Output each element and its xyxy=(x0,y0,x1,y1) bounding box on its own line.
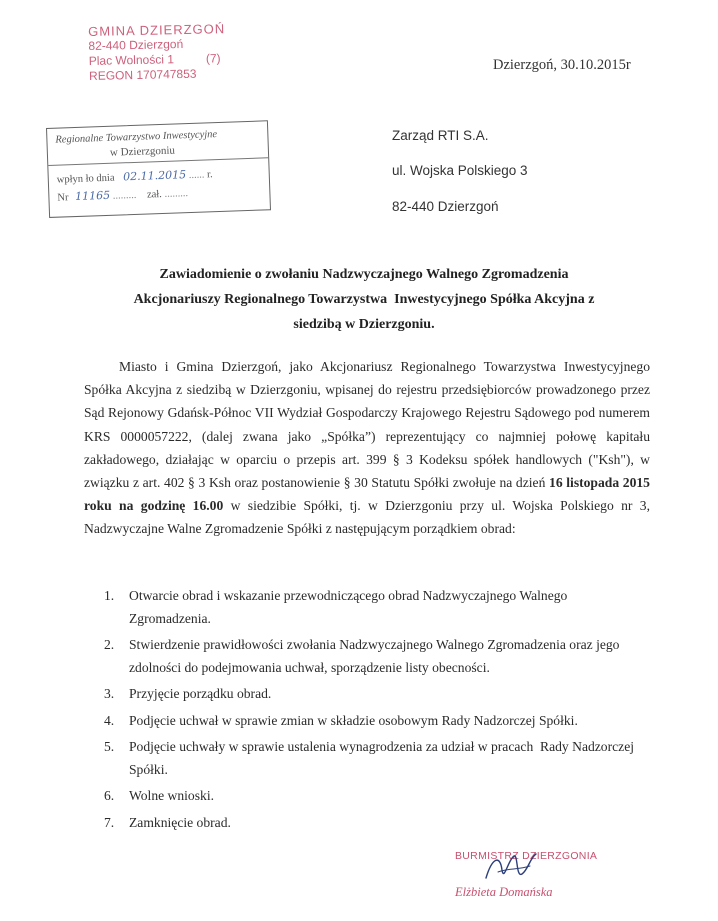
agenda-item xyxy=(104,812,650,835)
agenda-item xyxy=(104,710,650,733)
place-date: Dzierzgoń, 30.10.2015r xyxy=(493,57,631,73)
agenda-item-text: Zamknięcie obrad. xyxy=(129,814,231,830)
body-part-1: Miasto i Gmina Dzierzgoń, jako Akcjonariusz Regionalnego Towarzystwa Inwestycyjnego Spółka Akcyjna z siedzibą w Dzierzgoniu, wpisanej do rejestru przedsiębiorców prowadzonego przez Sąd Rejonowy Gdańsk-Północ VII Wydział Gospodarczy Krajowego Rejestru Sądowego pod numerem KRS 0000057222, (dalej zwana jako „Spółka”) reprezentujący co najmniej połowę kapitału zakładowego, działając w oparciu o przepis art. 399 § 3 Kodeksu spółek handlowych ("Ksh"), w związku z art. 402 § 3 Ksh oraz postanowienie § 30 Statutu Spółki zwołuje na dzień xyxy=(84,359,650,491)
addressee-street: ul. Wojska Polskiego 3 xyxy=(392,163,528,178)
sender-stamp-street: Plac Wolności 1 xyxy=(88,52,175,68)
sender-stamp-name: GMINA DZIERZGOŃ xyxy=(88,21,226,39)
mayor-stamp-title: BURMISTRZ DZIERZGONIA xyxy=(455,850,598,862)
number-value: 11165 xyxy=(74,188,111,204)
mayor-stamp-name: Elżbieta Domańska xyxy=(455,885,553,899)
received-label: wpłyn ło dnia xyxy=(56,172,115,186)
sender-stamp-postcode: 82-440 Dzierzgoń xyxy=(88,37,184,53)
meeting-date: 16 listopada 2015 roku na godzinę 16.00 xyxy=(84,475,650,514)
attachments-label: zał. xyxy=(146,189,163,201)
attachments-dots: ......... xyxy=(164,188,189,200)
sender-stamp xyxy=(88,21,226,84)
agenda-item-text: Przyjęcie porządku obrad. xyxy=(129,686,272,701)
received-suffix: r. xyxy=(206,169,213,181)
number-label: Nr xyxy=(57,192,69,204)
agenda-item-text: Wolne wnioski. xyxy=(129,788,214,803)
agenda-item-number: 5. xyxy=(104,739,115,754)
registration-stamp-title: Regionalne Towarzystwo Inwestycyjne xyxy=(55,129,218,146)
title-line-2: Akcjonariuszy Regionalnego Towarzystwa Inwestycyjnego Spółka Akcyjna z xyxy=(133,292,595,307)
agenda-list xyxy=(104,585,650,838)
addressee-city: 82-440 Dzierzgoń xyxy=(392,199,499,214)
addressee-name: Zarząd RTI S.A. xyxy=(392,128,489,143)
registration-stamp-divider xyxy=(48,157,268,166)
agenda-item-number: 1. xyxy=(104,588,115,603)
agenda-item xyxy=(104,736,650,781)
sender-stamp-street-row xyxy=(89,51,226,69)
agenda-item-number: 7. xyxy=(104,814,115,830)
title-line-3: siedzibą w Dzierzgoniu. xyxy=(293,317,435,332)
sender-stamp-regon: REGON 170747853 xyxy=(88,66,197,83)
document-title xyxy=(84,262,644,337)
agenda-item-text: Otwarcie obrad i wskazanie przewodniczącego obrad Nadzwyczajnego Walnego Zgromadzenia. xyxy=(129,588,568,626)
agenda-item xyxy=(104,683,650,706)
agenda-item xyxy=(104,785,650,808)
sender-stamp-street-suffix: (7) xyxy=(205,51,221,66)
registration-stamp-number-row xyxy=(57,186,188,204)
agenda-item xyxy=(104,634,650,679)
agenda-item-number: 3. xyxy=(104,686,115,701)
body-paragraph xyxy=(84,355,650,541)
number-dots: ......... xyxy=(112,189,137,202)
body-part-2: w siedzibie Spółki, tj. w Dzierzgoniu przy ul. Wojska Polskiego nr 3, Nadzwyczajne Walne Zgromadzenie Spółki z następującym porządkiem obrad: xyxy=(84,498,650,537)
agenda-item-text: Podjęcie uchwał w sprawie zmian w składzie osobowym Rady Nadzorczej Spółki. xyxy=(129,712,578,728)
received-value: 02.11.2015 xyxy=(122,168,187,184)
agenda-item-number: 4. xyxy=(104,712,115,728)
agenda-item xyxy=(104,585,650,630)
title-line-1: Zawiadomienie o zwołaniu Nadzwyczajnego Walnego Zgromadzenia xyxy=(159,267,569,282)
agenda-item-text: Stwierdzenie prawidłowości zwołania Nadzwyczajnego Walnego Zgromadzenia oraz jego zdolności do podejmowania uchwał, sporządzenie listy obecności. xyxy=(129,637,620,675)
agenda-item-text: Podjęcie uchwały w sprawie ustalenia wynagrodzenia za udział w pracach Rady Nadzorczej Spółki. xyxy=(129,739,638,777)
registration-stamp xyxy=(46,120,271,218)
agenda-item-number: 2. xyxy=(104,637,115,652)
agenda-item-number: 6. xyxy=(104,788,115,803)
handwritten-signature xyxy=(478,848,548,890)
registration-stamp-received-row xyxy=(57,167,213,185)
registration-stamp-subtitle: w Dzierzgoniu xyxy=(109,144,176,159)
received-dots: ...... xyxy=(188,169,208,182)
